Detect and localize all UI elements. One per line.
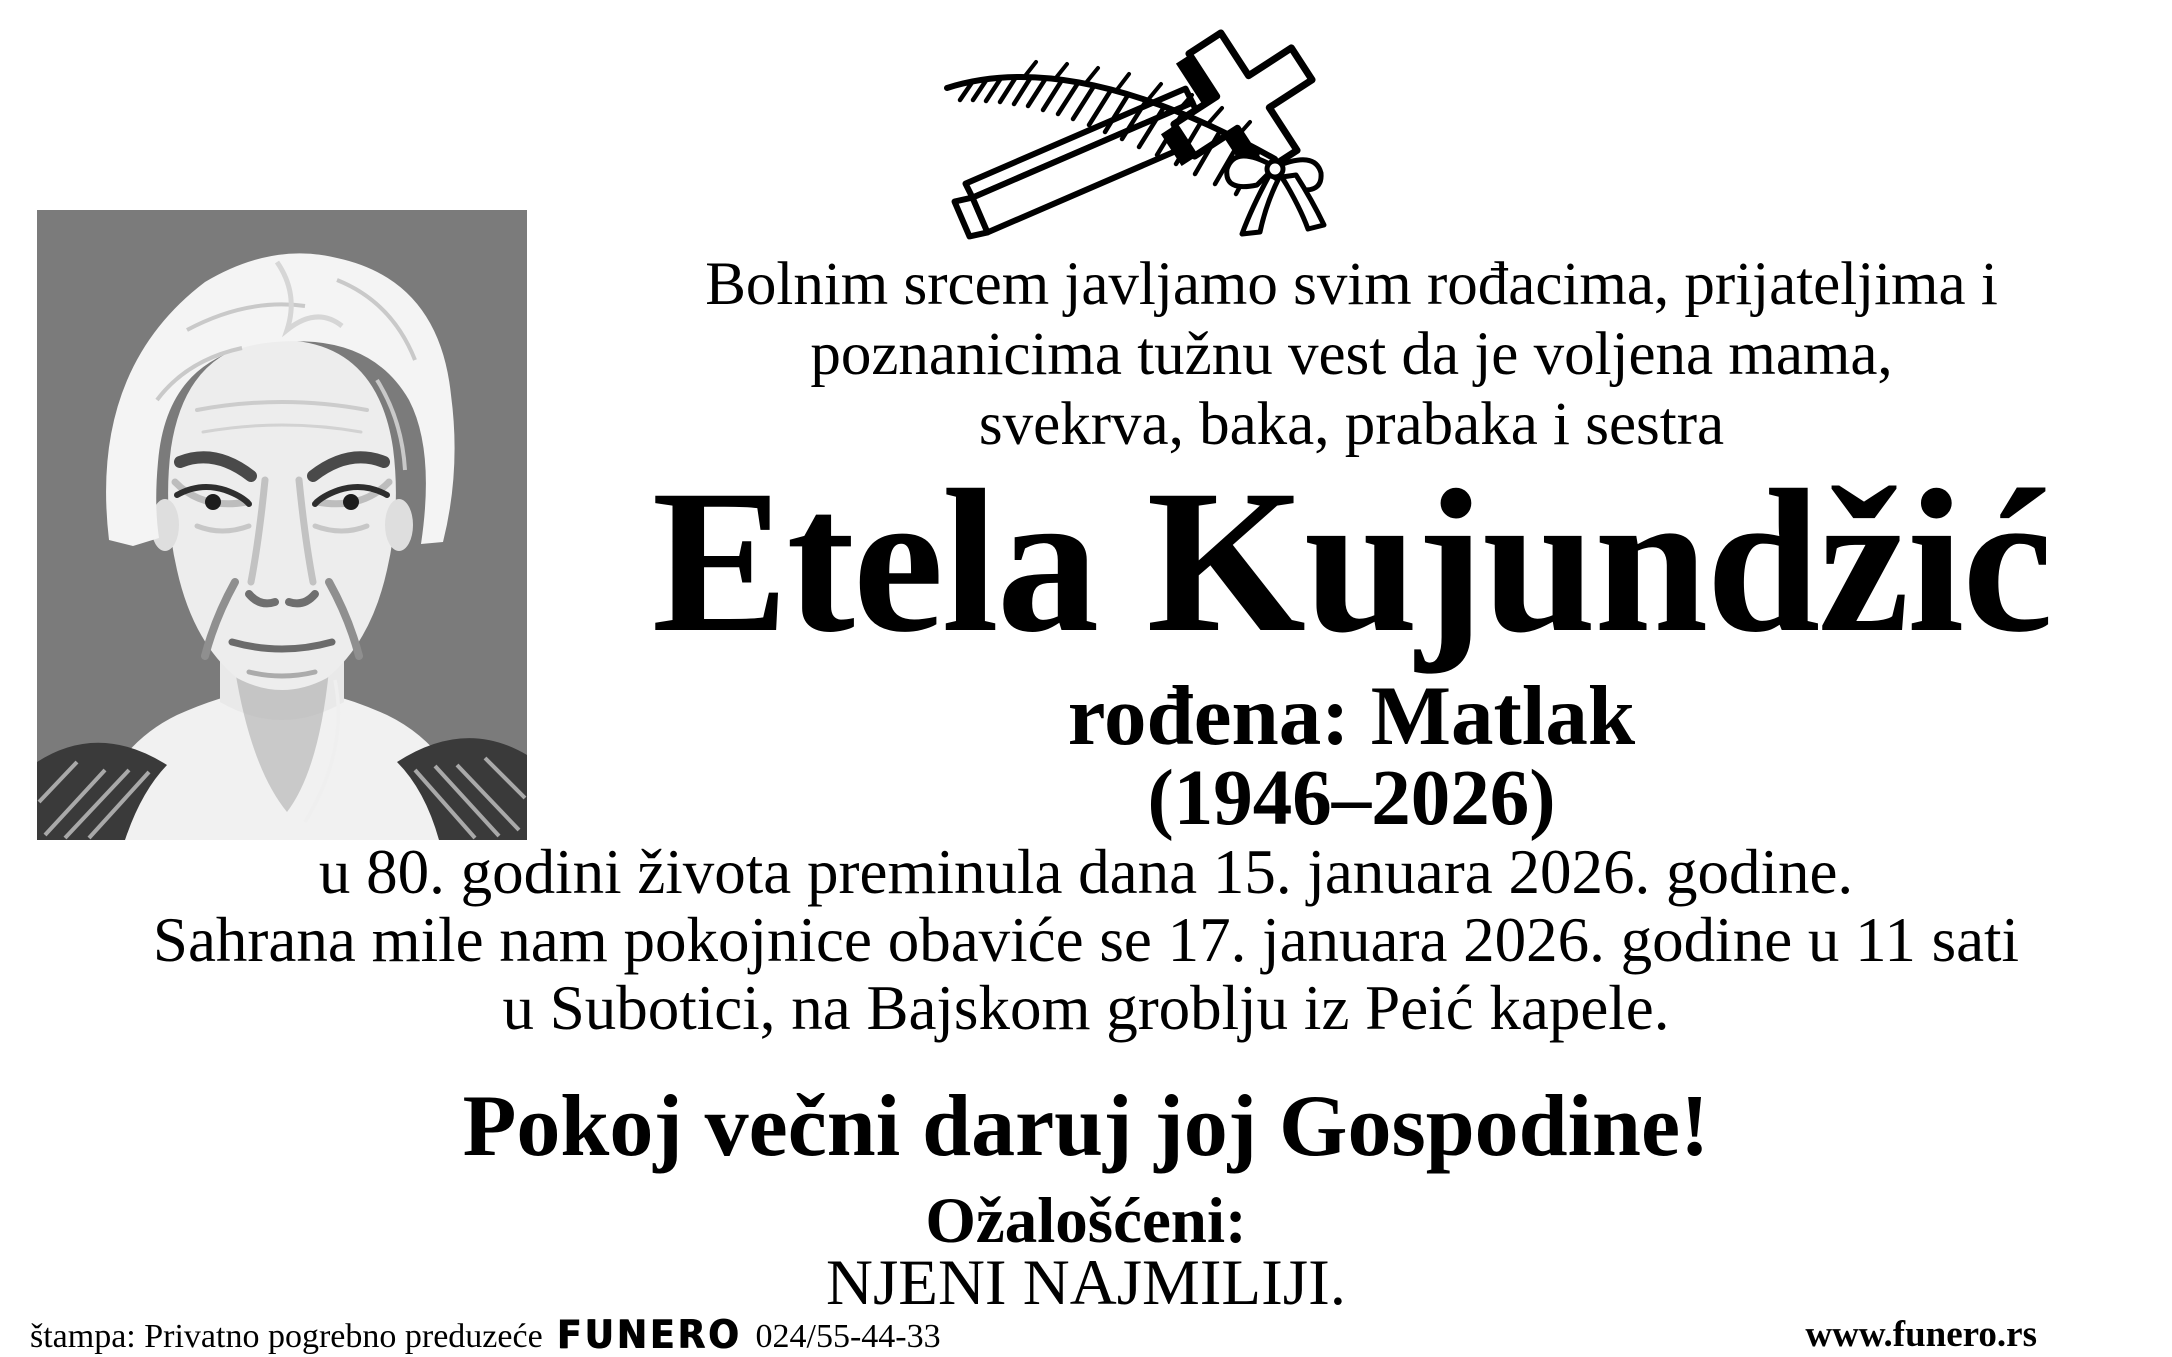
- life-years: (1946–2026): [1147, 755, 1556, 842]
- details-line: u 80. godini života preminula dana 15. januara 2026. godine.: [318, 837, 1854, 907]
- funero-logo: FUNERO: [556, 1313, 742, 1357]
- prayer-text: Pokoj večni daruj joj Gospodine!: [462, 1078, 1710, 1175]
- mourners-text: NJENI NAJMILIJI.: [826, 1247, 1346, 1319]
- deceased-photo: [37, 210, 527, 840]
- mourners-label: Ožalošćeni:: [925, 1185, 1247, 1257]
- announcement-line: poznanicima tužnu vest da je voljena mama,: [810, 321, 1893, 388]
- portrait-image: [37, 210, 527, 840]
- details-line: Sahrana mile nam pokojnice obaviće se 17. januara 2026. godine u 11 sati: [152, 905, 2020, 975]
- announcement-text: [531, 250, 2172, 460]
- announcement-line: svekrva, baka, prabaka i sestra: [978, 391, 1725, 458]
- details-line: u Subotici, na Bajskom groblju iz Peić kapele.: [502, 973, 1670, 1043]
- website-url: www.funero.rs: [1805, 1314, 2037, 1355]
- deceased-name: Etela Kujundžić: [651, 448, 2052, 675]
- announcement-line: Bolnim srcem javljamo svim rođacima, prijateljima i: [705, 251, 1998, 318]
- funeral-details: [0, 838, 2172, 1042]
- print-info: [30, 1313, 941, 1357]
- cross-with-palm-branch-icon: [905, 22, 1345, 247]
- print-label: štampa: Privatno pogrebno preduzeće: [30, 1318, 543, 1355]
- ribbon-bow: [1227, 156, 1324, 234]
- maiden-name: rođena: Matlak: [1067, 669, 1636, 763]
- phone-number: 024/55-44-33: [755, 1318, 941, 1355]
